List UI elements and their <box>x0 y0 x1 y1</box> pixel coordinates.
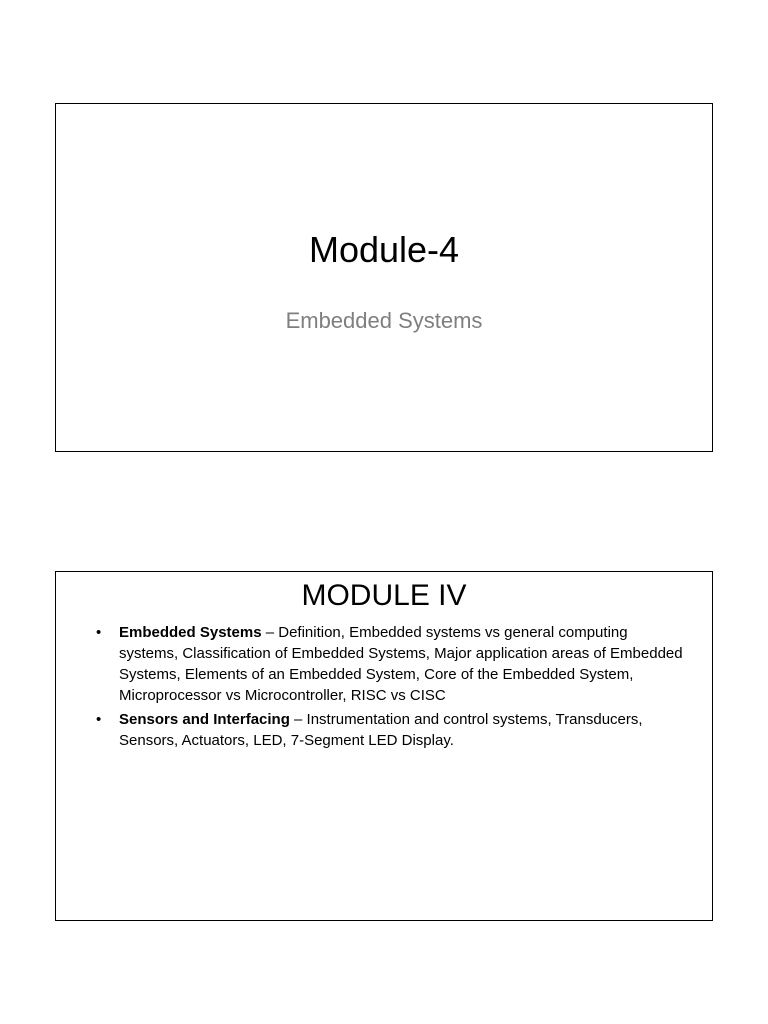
bullet-icon: • <box>96 711 102 728</box>
bullet-icon: • <box>96 624 102 641</box>
title-slide <box>55 103 713 452</box>
slide-heading: MODULE IV <box>301 579 467 612</box>
bullet-item <box>96 709 686 751</box>
content-slide <box>55 571 713 921</box>
bullet-heading: Embedded Systems <box>119 624 262 641</box>
slide-title: Module-4 <box>308 229 460 270</box>
bullet-item <box>96 622 686 706</box>
bullet-text: – Definition, Embedded systems vs general computing systems, Classification of Embedded Systems, Major application areas of Embedded Systems, Elements of an Embedded System, Core of the Embedded System, Microprocessor vs Microcontroller, RISC vs CISC <box>119 624 683 704</box>
bullet-list <box>96 622 686 754</box>
bullet-text: – Instrumentation and control systems, Transducers, Sensors, Actuators, LED, 7-Segment LED Display. <box>119 711 643 749</box>
bullet-heading: Sensors and Interfacing <box>119 711 290 728</box>
slide-subtitle: Embedded Systems <box>285 308 483 333</box>
